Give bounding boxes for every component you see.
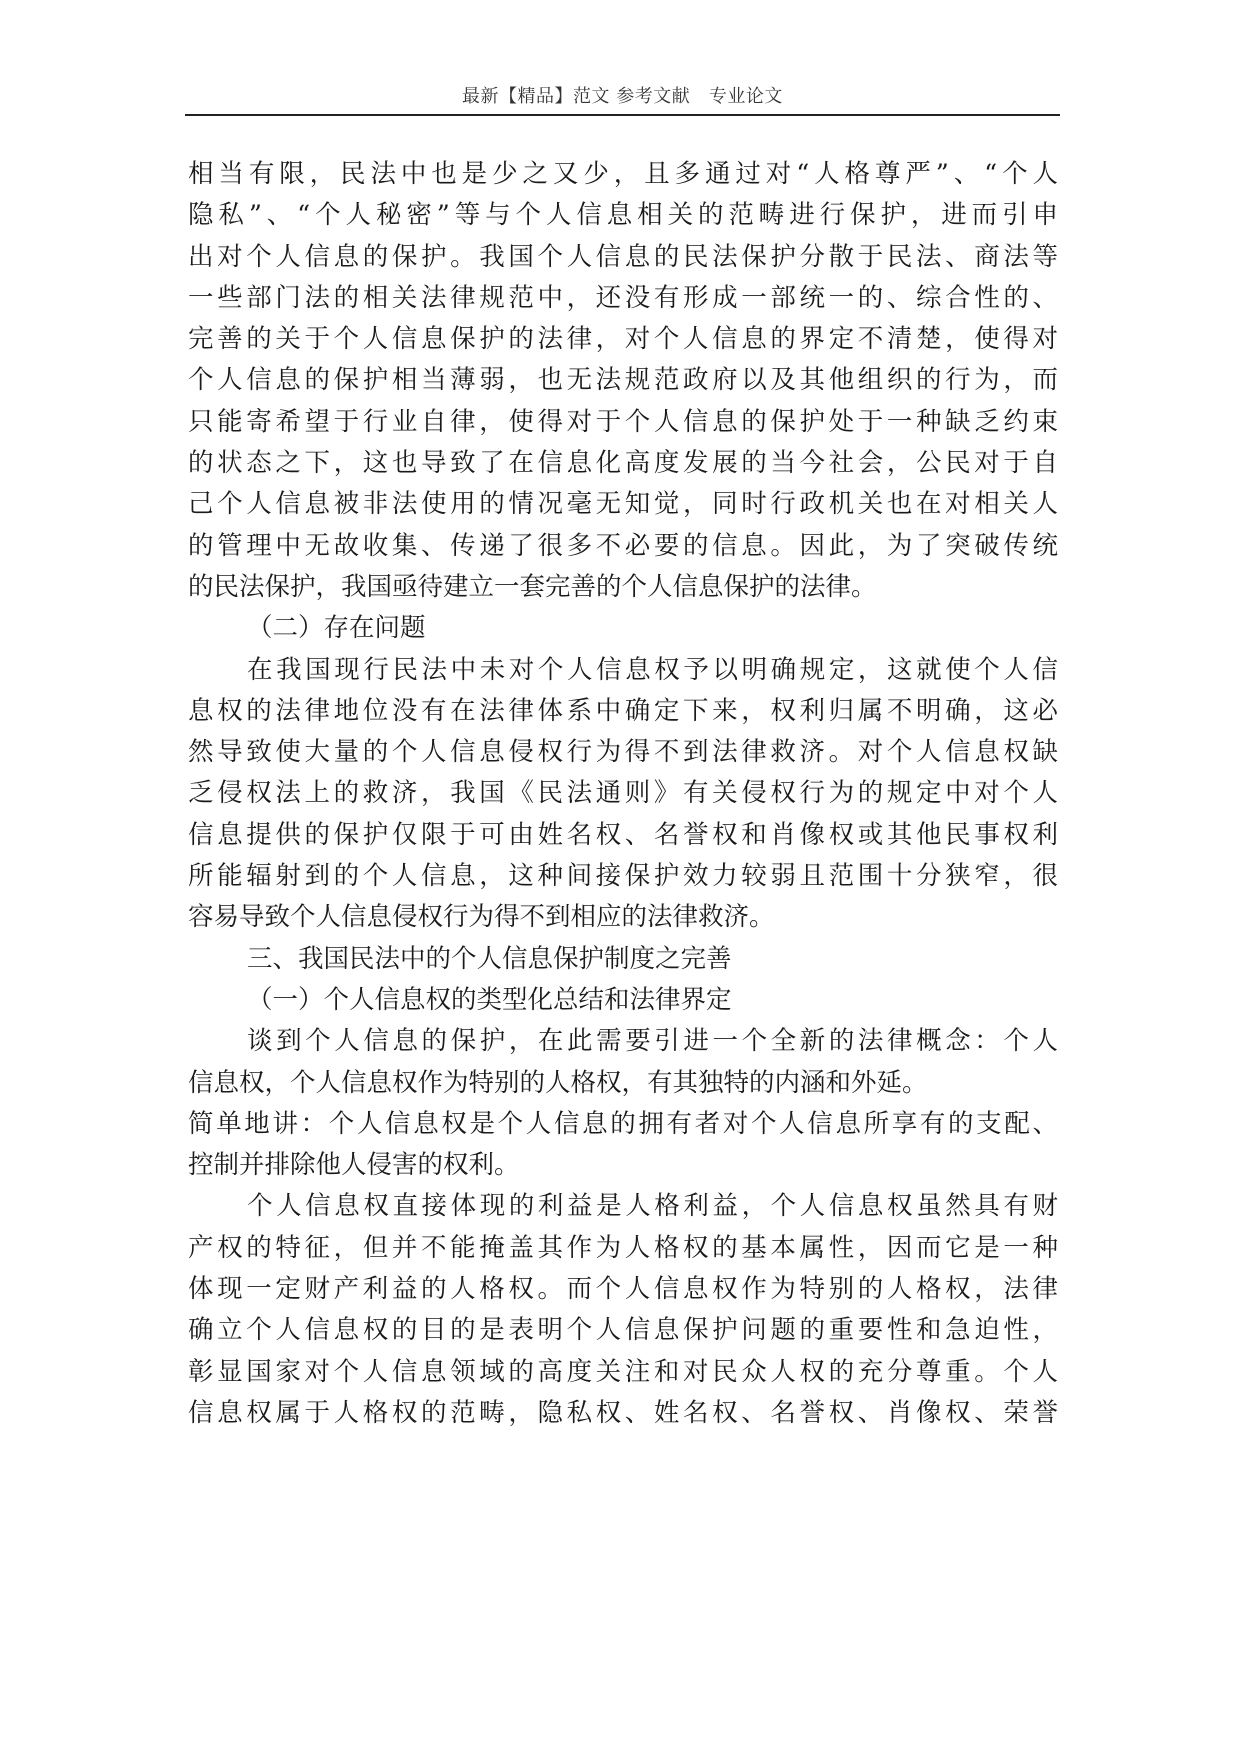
text-line: 信息权，个人信息权作为特别的人格权，有其独特的内涵和外延。 [188,1067,928,1098]
text-line: 己个人信息被非法使用的情况毫无知觉，同时行政机关也在对相关人 [188,489,1058,520]
text-line: 个人信息的保护相当薄弱，也无法规范政府以及其他组织的行为，而 [188,365,1058,396]
text-line: 信息提供的保护仅限于可由姓名权、名誉权和肖像权或其他民事权利 [188,819,1058,850]
text-line: 在我国现行民法中未对个人信息权予以明确规定，这就使个人信 [247,654,1058,685]
text-line: 出对个人信息的保护。我国个人信息的民法保护分散于民法、商法等 [188,241,1058,272]
section-heading: （一）个人信息权的类型化总结和法律界定 [247,984,732,1015]
text-line: 产权的特征，但并不能掩盖其作为人格权的基本属性，因而它是一种 [188,1232,1058,1263]
section-heading: 三、我国民法中的个人信息保护制度之完善 [247,943,732,974]
body-text [188,154,1058,1434]
text-line: 谈到个人信息的保护，在此需要引进一个全新的法律概念：个人 [247,1026,1058,1057]
text-line: 息权的法律地位没有在法律体系中确定下来，权利归属不明确，这必 [188,695,1058,726]
text-line: 确立个人信息权的目的是表明个人信息保护问题的重要性和急迫性， [188,1315,1058,1346]
text-line: 然导致使大量的个人信息侵权行为得不到法律救济。对个人信息权缺 [188,737,1058,768]
running-header: 最新【精品】范文 参考文献 专业论文 [462,86,783,107]
text-line: 一些部门法的相关法律规范中，还没有形成一部统一的、综合性的、 [188,282,1058,313]
text-line: 容易导致个人信息侵权行为得不到相应的法律救济。 [188,902,775,933]
text-line: 信息权属于人格权的范畴，隐私权、姓名权、名誉权、肖像权、荣誉 [188,1397,1058,1428]
text-line: 乏侵权法上的救济，我国《民法通则》有关侵权行为的规定中对个人 [188,778,1058,809]
text-line: 个人信息权直接体现的利益是人格利益，个人信息权虽然具有财 [247,1191,1058,1222]
text-line: 完善的关于个人信息保护的法律，对个人信息的界定不清楚，使得对 [188,324,1058,355]
text-line: 相当有限，民法中也是少之又少，且多通过对“人格尊严”、“个人 [188,159,1058,189]
text-line: 的状态之下，这也导致了在信息化高度发展的当今社会，公民对于自 [188,448,1058,479]
section-heading: （二）存在问题 [247,613,426,644]
text-line: 的民法保护，我国亟待建立一套完善的个人信息保护的法律。 [188,571,877,602]
text-line: 隐私”、“个人秘密”等与个人信息相关的范畴进行保护，进而引申 [188,200,1058,231]
text-line: 体现一定财产利益的人格权。而个人信息权作为特别的人格权，法律 [188,1274,1058,1305]
text-line: 只能寄希望于行业自律，使得对于个人信息的保护处于一种缺乏约束 [188,406,1058,437]
text-line: 控制并排除他人侵害的权利。 [188,1150,520,1181]
text-line: 的管理中无故收集、传递了很多不必要的信息。因此，为了突破传统 [188,530,1058,561]
header-rule [185,114,1060,116]
text-line: 所能辐射到的个人信息，这种间接保护效力较弱且范围十分狭窄，很 [188,861,1058,892]
text-line: 彰显国家对个人信息领域的高度关注和对民众人权的充分尊重。个人 [188,1356,1058,1387]
text-line: 简单地讲：个人信息权是个人信息的拥有者对个人信息所享有的支配、 [188,1108,1058,1139]
